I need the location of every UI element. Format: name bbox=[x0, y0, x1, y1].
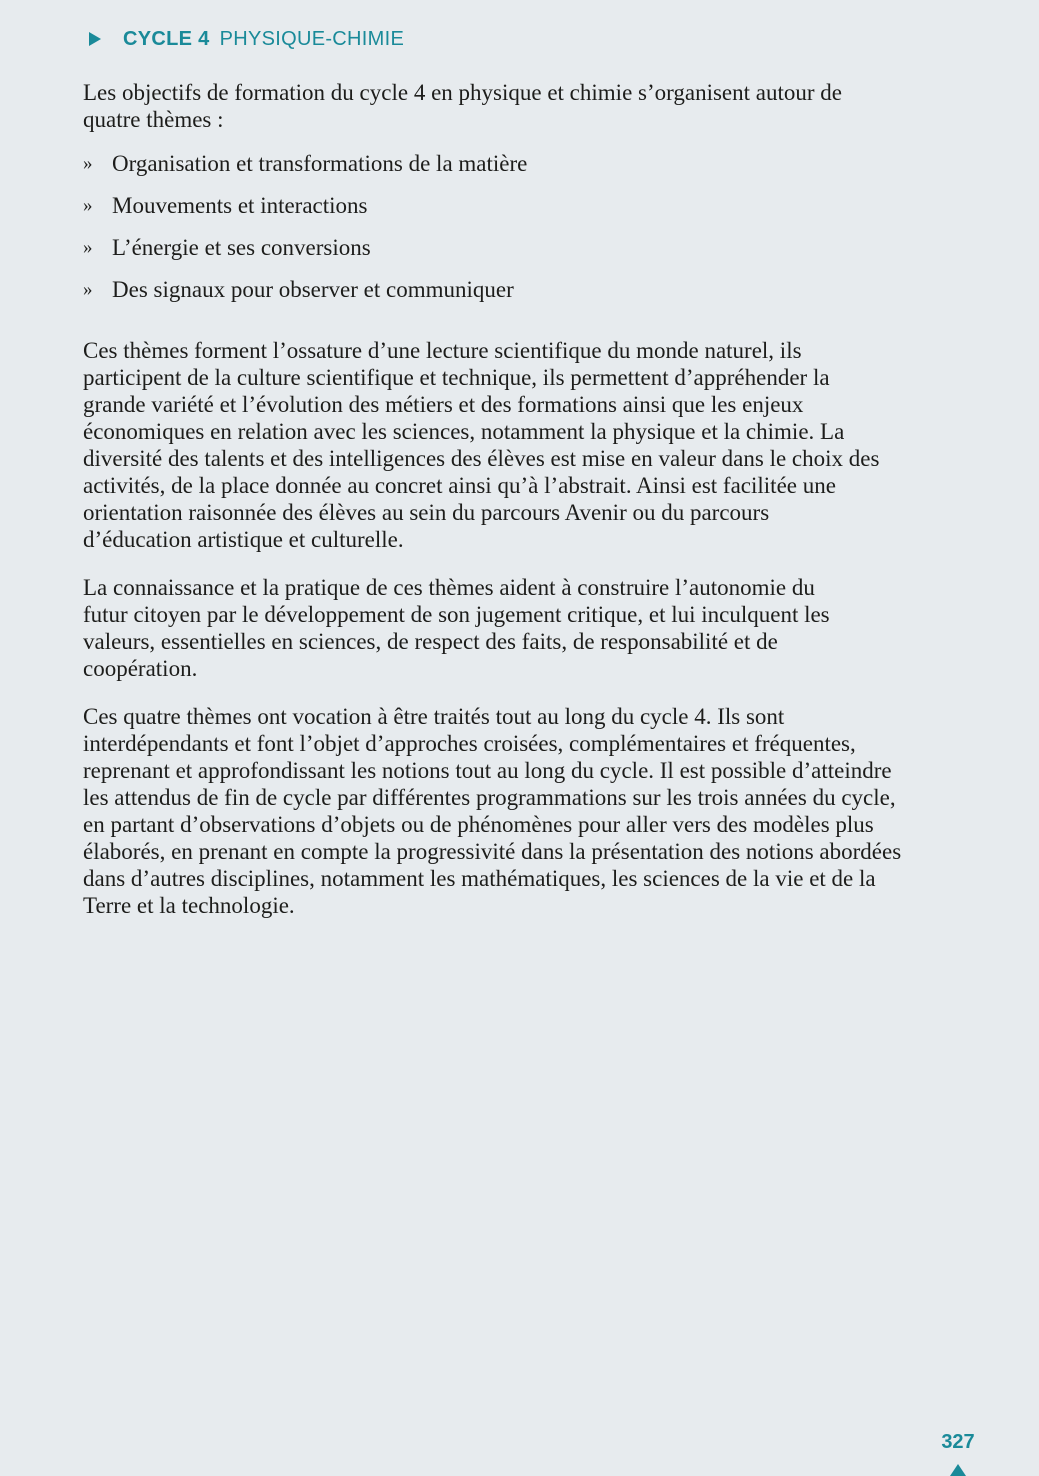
bullet-marker: » bbox=[83, 237, 93, 258]
triangle-right-icon bbox=[89, 32, 101, 46]
body-paragraph: Ces thèmes forment l’ossature d’une lecture scientifique du monde naturel, ils participent de la culture scientifique et technique, ils permettent d’appréhender la grande variété et l’évolution des métiers et des formations ainsi que les enjeux économiques en relation avec les sciences, notamment la physique et la chimie. La diversité des talents et des intelligences des élèves est mise en valeur dans le choix des activités, de la place donnée au concret ainsi qu’à l’abstrait. Ainsi est facilitée une orientation raisonnée des élèves au sein du parcours Avenir ou du parcours d’éducation artistique et culturelle. bbox=[83, 338, 880, 552]
header-cycle-label: CYCLE 4 bbox=[123, 27, 210, 50]
body-paragraph: Ces quatre thèmes ont vocation à être traités tout au long du cycle 4. Ils sont interdépendants et font l’objet d’approches croisées, complémentaires et fréquentes, reprenant et approfondissant les notions tout au long du cycle. Il est possible d’atteindre les attendus de fin de cycle par différentes programmations sur les trois années du cycle, en partant d’observations d’objets ou de phénomènes pour aller vers des modèles plus élaborés, en prenant en compte la progressivité dans la présentation des notions abordées dans d’autres disciplines, notamment les mathématiques, les sciences de la vie et de la Terre et la technologie. bbox=[83, 704, 902, 918]
theme-label: Mouvements et interactions bbox=[112, 193, 368, 218]
bullet-marker: » bbox=[83, 279, 93, 300]
bullet-marker: » bbox=[83, 153, 93, 174]
header-subject-label: PHYSIQUE-CHIMIE bbox=[219, 27, 405, 50]
theme-label: Organisation et transformations de la matière bbox=[112, 151, 528, 176]
page-number: 327 bbox=[941, 1431, 975, 1453]
list-item bbox=[83, 150, 913, 177]
theme-label: L’énergie et ses conversions bbox=[112, 235, 371, 260]
body-paragraph: La connaissance et la pratique de ces thèmes aident à construire l’autonomie du futur citoyen par le développement de son jugement critique, et lui inculquent les valeurs, essentielles en sciences, de respect des faits, de responsabilité et de coopération. bbox=[83, 575, 830, 681]
theme-label: Des signaux pour observer et communiquer bbox=[112, 277, 514, 302]
bullet-marker: » bbox=[83, 195, 93, 216]
triangle-up-icon bbox=[950, 1464, 966, 1476]
running-header bbox=[89, 26, 404, 52]
page-body bbox=[83, 79, 913, 919]
list-item bbox=[83, 276, 913, 303]
list-item bbox=[83, 234, 913, 261]
list-item bbox=[83, 192, 913, 219]
intro-paragraph: Les objectifs de formation du cycle 4 en physique et chimie s’organisent autour de quatre thèmes : bbox=[83, 80, 842, 132]
themes-list bbox=[83, 150, 913, 303]
